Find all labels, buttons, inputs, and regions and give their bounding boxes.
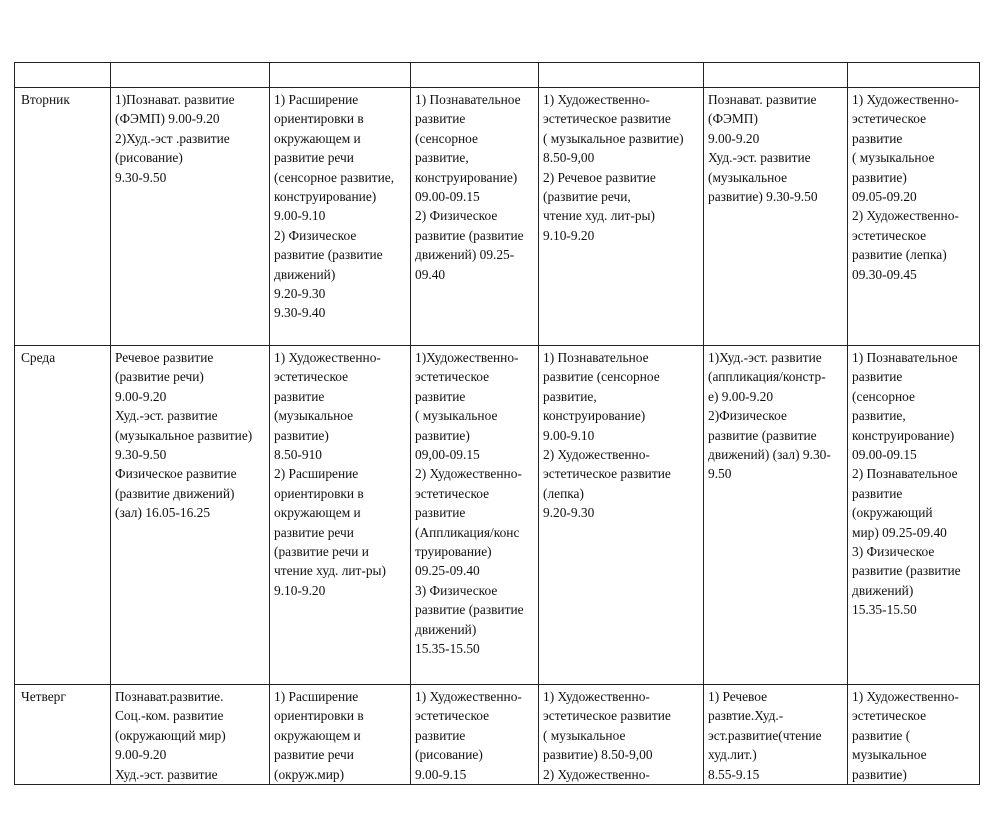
activity-line: развитие (развитие <box>415 227 524 243</box>
activity-line: Худ.-эст. развитие <box>115 408 218 424</box>
activity-line: ( музыкальное <box>415 408 498 424</box>
schedule-row <box>15 685 980 785</box>
activity-line: эст.развитие(чтение <box>708 727 822 743</box>
activity-line: 9.30-9.40 <box>274 305 326 321</box>
activity-line: развитие (лепка) <box>852 247 947 263</box>
activity-line: (окружающий мир) <box>115 727 226 743</box>
activity-cell <box>704 88 848 346</box>
activity-line: 09.00-09.15 <box>852 447 917 463</box>
activity-line: эстетическое <box>852 111 927 127</box>
activity-line: 1) Познавательное <box>415 92 521 107</box>
activity-line: 1) Художественно- <box>415 689 522 704</box>
activity-line: развитие (развитие <box>708 427 817 443</box>
activity-line: Познават. развитие <box>708 92 817 107</box>
activity-line: развитие <box>852 485 903 501</box>
activity-line: развитие, <box>415 150 469 166</box>
activity-line: 09.25-09.40 <box>415 563 480 579</box>
schedule-row <box>15 346 980 685</box>
activity-line: развитие) 9.30-9.50 <box>708 189 818 205</box>
activity-line: окружающем и <box>274 505 361 521</box>
activity-line: 9.20-9.30 <box>543 505 595 521</box>
activity-line: движений) <box>415 621 477 637</box>
activity-line: (сенсорное <box>415 130 478 146</box>
activity-line: 2) Физическое <box>274 227 357 243</box>
activity-cell <box>848 346 980 685</box>
activity-line: 09.40 <box>415 266 446 282</box>
activity-line: 9.30-9.50 <box>115 169 167 185</box>
activity-line: развитие) <box>852 169 907 185</box>
activity-line: развитие <box>415 388 466 404</box>
activity-line: (развитие речи и <box>274 544 369 560</box>
activity-line: (сенсорное <box>852 388 915 404</box>
activity-line: (аппликация/констр- <box>708 369 826 385</box>
activity-line: (развитие речи) <box>115 369 204 385</box>
activity-line: 1) Речевое <box>708 689 768 704</box>
schedule-row <box>15 88 980 346</box>
activity-cell <box>848 88 980 346</box>
activity-cell <box>411 88 539 346</box>
activity-line: (развитие речи, <box>543 189 631 205</box>
header-row <box>15 63 980 88</box>
day-cell: Среда <box>15 346 111 685</box>
activity-line: развитие) <box>852 766 907 782</box>
activity-line: е) 9.00-9.20 <box>708 388 774 404</box>
activity-line: (развитие движений) <box>115 485 235 501</box>
activity-line: худ.лит.) <box>708 747 757 763</box>
activity-line: 1) Расширение <box>274 92 359 107</box>
activity-line: 8.50-910 <box>274 447 322 463</box>
activity-line: 3) Физическое <box>415 582 498 598</box>
activity-line: эстетическое развитие <box>543 466 671 482</box>
activity-line: (зал) 16.05-16.25 <box>115 505 211 521</box>
activity-cell <box>539 685 704 785</box>
activity-cell <box>111 685 270 785</box>
activity-line: движений) <box>852 582 914 598</box>
activity-line: 09.30-09.45 <box>852 266 917 282</box>
activity-line: 9.00-9.20 <box>115 388 167 404</box>
activity-line: мир) 09.25-09.40 <box>852 524 947 540</box>
activity-line: окружающем и <box>274 130 361 146</box>
activity-line: (рисование) <box>415 747 483 763</box>
activity-cell <box>111 88 270 346</box>
activity-line: (окружающий <box>852 505 933 521</box>
activity-cell <box>539 88 704 346</box>
activity-cell <box>539 346 704 685</box>
activity-line: чтение худ. лит-ры) <box>543 208 656 224</box>
activity-line: развитие) <box>415 427 470 443</box>
activity-line: 1) Художественно- <box>852 92 959 107</box>
header-cell <box>270 63 411 88</box>
activity-line: 9.00-9.10 <box>543 427 595 443</box>
activity-line: Худ.-эст. развитие <box>115 766 218 782</box>
activity-line: 1) Художественно- <box>852 689 959 704</box>
activity-line: 2) Расширение <box>274 466 359 482</box>
activity-line: 1) Художественно- <box>543 689 650 704</box>
activity-line: конструирование) <box>543 408 646 424</box>
activity-line: 1) Художественно- <box>543 92 650 107</box>
activity-line: 8.50-9,00 <box>543 150 595 166</box>
activity-line: ( музыкальное <box>543 727 626 743</box>
activity-line: эстетическое развитие <box>543 111 671 127</box>
activity-line: 2) Художественно- <box>852 208 959 224</box>
activity-line: 9.50 <box>708 466 732 482</box>
activity-cell <box>270 346 411 685</box>
activity-line: Худ.-эст. развитие <box>708 150 811 166</box>
activity-line: ориентировки в <box>274 111 364 127</box>
activity-line: конструирование) <box>274 189 377 205</box>
activity-line: развитие речи <box>274 524 354 540</box>
activity-line: чтение худ. лит-ры) <box>274 563 387 579</box>
activity-line: развитие, <box>543 388 597 404</box>
activity-line: 1)Познават. развитие <box>115 92 235 107</box>
header-cell <box>411 63 539 88</box>
activity-line: (музыкальное <box>274 408 354 424</box>
activity-line: эстетическое <box>852 227 927 243</box>
activity-line: эстетическое <box>852 708 927 724</box>
activity-line: 9.00-9.20 <box>708 130 760 146</box>
activity-cell <box>848 685 980 785</box>
activity-line: 2) Художественно- <box>543 447 650 463</box>
activity-line: 8.55-9.15 <box>708 766 760 782</box>
activity-line: 9.00-9.20 <box>115 747 167 763</box>
header-cell <box>111 63 270 88</box>
activity-line: эстетическое <box>415 369 490 385</box>
activity-line: 1) Художественно- <box>274 350 381 365</box>
activity-line: (ФЭМП) <box>708 111 758 127</box>
activity-line: 15.35-15.50 <box>415 641 480 657</box>
activity-cell <box>411 685 539 785</box>
activity-line: 2)Худ.-эст .развитие <box>115 130 230 146</box>
activity-line: 2) Речевое развитие <box>543 169 656 185</box>
activity-line: (ФЭМП) 9.00-9.20 <box>115 111 220 127</box>
activity-line: развитие) <box>274 427 329 443</box>
activity-line: 1) Познавательное <box>852 350 958 365</box>
activity-line: 2) Познавательное <box>852 466 958 482</box>
activity-line: эстетическое <box>415 708 490 724</box>
activity-line: 2) Художественно- <box>543 766 650 782</box>
activity-line: 09.05-09.20 <box>852 189 917 205</box>
activity-line: развитие, <box>852 408 906 424</box>
activity-cell <box>270 88 411 346</box>
activity-line: развитие (развитие <box>852 563 961 579</box>
header-cell <box>539 63 704 88</box>
activity-line: (окруж.мир) <box>274 766 345 782</box>
header-cell <box>15 63 111 88</box>
activity-line: ( музыкальное развитие) <box>543 130 684 146</box>
activity-line: движений) <box>274 266 336 282</box>
activity-cell <box>704 685 848 785</box>
activity-line: 2) Физическое <box>415 208 498 224</box>
day-cell: Четверг <box>15 685 111 785</box>
activity-line: развитие <box>274 388 325 404</box>
activity-line: развитие ( <box>852 727 911 743</box>
activity-line: развитие <box>852 369 903 385</box>
activity-line: (лепка) <box>543 485 584 501</box>
activity-line: Речевое развитие <box>115 350 214 365</box>
activity-line: 1)Худ.-эст. развитие <box>708 350 822 365</box>
activity-line: конструирование) <box>852 427 955 443</box>
header-cell <box>848 63 980 88</box>
activity-line: развитие (сенсорное <box>543 369 660 385</box>
activity-line: 3) Физическое <box>852 544 935 560</box>
activity-line: развитие <box>415 727 466 743</box>
activity-line: ориентировки в <box>274 708 364 724</box>
activity-cell <box>270 685 411 785</box>
activity-line: движений) (зал) 9.30- <box>708 447 831 463</box>
activity-line: 1) Расширение <box>274 689 359 704</box>
activity-line: (сенсорное развитие, <box>274 169 395 185</box>
activity-line: 2)Физическое <box>708 408 787 424</box>
activity-line: развитие (развитие <box>274 247 383 263</box>
activity-cell <box>411 346 539 685</box>
activity-line: 1)Художественно- <box>415 350 519 365</box>
activity-cell <box>704 346 848 685</box>
activity-line: развитие) 8.50-9,00 <box>543 747 653 763</box>
activity-line: ( музыкальное <box>852 150 935 166</box>
activity-line: 9.00-9.10 <box>274 208 326 224</box>
activity-line: ориентировки в <box>274 485 364 501</box>
activity-line: 9.30-9.50 <box>115 447 167 463</box>
activity-line: 1) Познавательное <box>543 350 649 365</box>
activity-line: 15.35-15.50 <box>852 602 917 618</box>
activity-line: эстетическое <box>415 485 490 501</box>
activity-line: 9.20-9.30 <box>274 286 326 302</box>
activity-line: 9.10-9.20 <box>543 227 595 243</box>
activity-line: развитие <box>415 111 466 127</box>
activity-line: Познават.развитие. <box>115 689 224 704</box>
activity-line: (музыкальное <box>708 169 788 185</box>
activity-line: развитие <box>415 505 466 521</box>
activity-line: 09,00-09.15 <box>415 447 480 463</box>
activity-line: Соц.-ком. развитие <box>115 708 224 724</box>
activity-line: (рисование) <box>115 150 183 166</box>
schedule-table <box>14 62 980 785</box>
day-cell: Вторник <box>15 88 111 346</box>
activity-line: Физическое развитие <box>115 466 237 482</box>
activity-line: эстетическое <box>274 369 349 385</box>
activity-line: 9.00-9.15 <box>415 766 467 782</box>
activity-line: развитие (развитие <box>415 602 524 618</box>
activity-line: (Аппликация/конс <box>415 524 520 540</box>
activity-line: труирование) <box>415 544 492 560</box>
activity-line: музыкальное <box>852 747 927 763</box>
activity-cell <box>111 346 270 685</box>
activity-line: развитие речи <box>274 747 354 763</box>
activity-line: 9.10-9.20 <box>274 582 326 598</box>
header-cell <box>704 63 848 88</box>
activity-line: развитие речи <box>274 150 354 166</box>
activity-line: развитие <box>852 130 903 146</box>
activity-line: развтие.Худ.- <box>708 708 784 724</box>
activity-line: окружающем и <box>274 727 361 743</box>
activity-line: эстетическое развитие <box>543 708 671 724</box>
activity-line: 09.00-09.15 <box>415 189 480 205</box>
activity-line: 2) Художественно- <box>415 466 522 482</box>
activity-line: движений) 09.25- <box>415 247 515 263</box>
activity-line: (музыкальное развитие) <box>115 427 253 443</box>
activity-line: конструирование) <box>415 169 518 185</box>
